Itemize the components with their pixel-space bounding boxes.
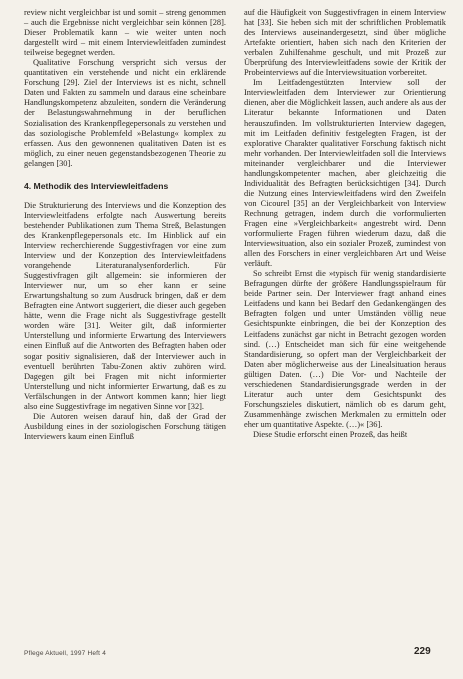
paragraph: Qualitative Forschung verspricht sich versus der quantitativen ein verstehende und nicht ein erklärende Forschung [29]. Ziel der Interviews ist es nicht, schnell Daten und Fakten zu sammeln und daraus eine scheinbare Handlungskompetenz abzuleiten, sondern die Veränderung der Belastungswahrnehmung in der beruflichen Sozialisation des Krankenpflegepersonals zu verstehen und das soziologische Problemfeld »Belastung« komplex zu erfassen. Aus den gewonnenen qualitativen Daten ist es möglich, zu einer neuen gegenstandsbezogenen Theorie zu gelangen [30]. <box>24 58 226 168</box>
paragraph: review nicht vergleichbar ist und somit – streng genommen – auch die Ergebnisse nicht vergleichbar sein können [28]. Dieser Problematik kann – wie weiter unten noch dargestellt wird – mit einem Interviewleitfaden zumindest teilweise begegnet werden. <box>24 8 226 58</box>
journal-citation: Pflege Aktuell, 1997 Heft 4 <box>24 650 107 657</box>
right-text-column <box>244 8 446 440</box>
section-heading: 4. Methodik des Interviewleitfadens <box>24 180 169 191</box>
page-number: 229 <box>414 646 431 657</box>
paragraph: So schreibt Ernst die »typisch für wenig standardisierte Befragungen dürfte der größere Handlungsspielraum für beide Partner sein. Der Interviewer fragt anhand eines Leitfadens und kann bei Bedarf den Gedankengängen des Befragten folgen und unter Umständen völlig neue Gesichtspunkte einbringen, die bei der Konzeption des Leitfadens zunächst gar nicht in Betracht gezogen worden sind. (…) Entscheidet man sich für eine weitgehende Standardisierung, so opfert man der Vergleichbarkeit der Daten aber möglicherweise aus der Linealsituation heraus gültigen Daten. (…) Die Vor- und Nachteile der verschiedenen Standardisierungsgrade werden in der Literatur auch unter dem Gesichtspunkt des Forschungszieles diskutiert, nämlich ob es darum geht, Zusammenhänge zwischen Merkmalen zu ermitteln oder eher um quantitative Aspekte. (…)« [36]. <box>244 269 446 429</box>
paragraph: Im Leitfadengestützten Interview soll der Interviewleitfaden dem Interviewer zur Orientierung dienen, aber die Möglichkeit lassen, auch andere als aus der Literatur bekannte Informationen und Daten herauszufinden. Im vollstrukturierten Interview dagegen, mit im Leitfaden definitiv festgelegten Fragen, ist der explorative Charakter qualitativer Forschung faktisch nicht mehr vorhanden. Der Interviewleitfaden soll die Interviews miteinander vergleichbarer und die Interviewer handlungskompetenter machen, aber gleichzeitig die Individualität des Befragten berücksichtigen [34]. Durch die Nutzung eines Interviewleitfadens wird den Zweifeln von Cicourel [35] an der Vergleichbarkeit von Interview Rechnung getragen, indem durch die vorformulierten Fragen eine »Vergleichbarkeit« angestrebt wird. Denn vorformulierte Fragen führen wiederum dazu, daß die Interviewsituation, also ein sozialer Prozeß, zumindest von allen des Forschers in einer vergleichbaren Art und Weise verläuft. <box>244 78 446 269</box>
paragraph: Die Strukturierung des Interviews und die Konzeption des Interviewleitfadens erfolgte nach Auswertung bereits bestehender Publikationen zum Thema Streß, Belastungen des Krankenpflegepersonals etc. Im Hinblick auf ein Interview recherchierende Suggestivfragen vor eine zum Interview und der Konzeption des Interviewleitfadens vorangehende Literaturanalysenforderlich. Für Suggestivfragen gilt allgemein: sie informieren der Interviewer nur, um so eher kann er seine Erwartungshaltung so zum Ausdruck bringen, daß er dem Befragten eine Antwort suggeriert, die dieser auch gegeben hätte, wenn die Frage nicht als Suggestivfrage gestellt worden wäre [31]. Weiter gilt, daß informierter Unterstellung und informierte Erwartung des Interviewers einen Einfluß auf die Antworten des Befragten haben oder sogar positiv signalisieren, daß der Interviewer auch in eventuell berührten Tabu-Zonen aktiv zuhören wird. Dagegen gilt bei Fragen mit nicht informierter Unterstellung und nicht informierter Erwartung, daß es zu Verfälschungen in der Antwort kommen kann; hier liegt also eine Suggestivfrage im negativen Sinne vor [32]. <box>24 200 226 411</box>
paragraph: Diese Studie erforscht einen Prozeß, das heißt <box>253 429 408 439</box>
left-text-column <box>24 8 226 442</box>
paragraph: auf die Häufigkeit von Suggestivfragen in einem Interview hat [33]. Sie heben sich mit der schriftlichen Problematik des Interviews auseinandergesetzt, sind über mögliche Artefakte orientiert, haben sich nach den Kriterien der verbalen Zuhilfenahme geschult, und mit Prozeß zur Überprüfung des Interviewleitfadens sowie der Kritik der Probeinterviews auf die Interviewsituation vorbereitet. <box>244 8 446 78</box>
paragraph: Die Autoren weisen darauf hin, daß der Grad der Ausbildung eines in der soziologischen Forschung tätigen Interviewers kaum einen Einfluß <box>24 411 226 441</box>
